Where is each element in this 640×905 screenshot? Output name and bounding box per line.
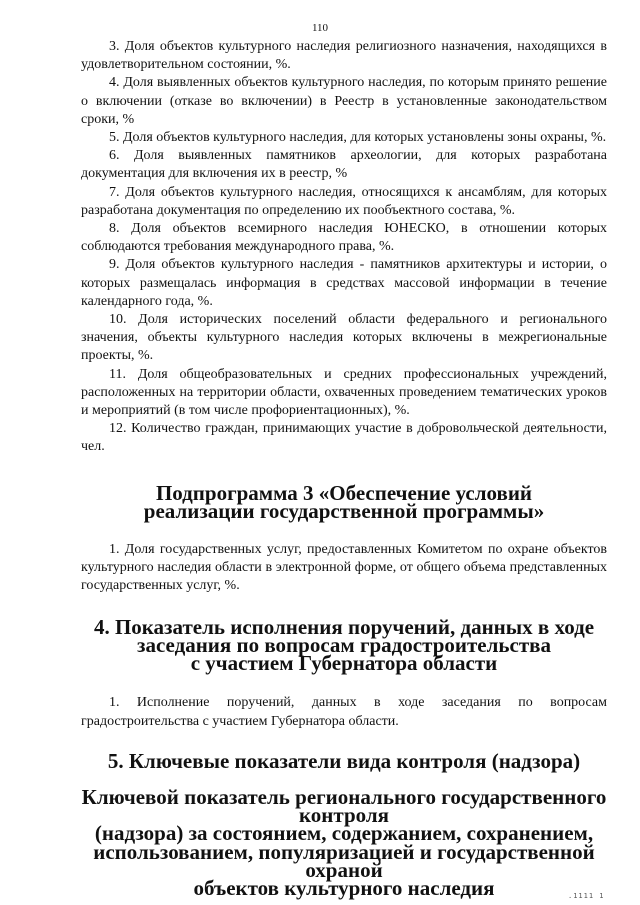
section4-heading [81,614,607,676]
subprogram3-heading-line: Подпрограмма 3 «Обеспечение условий [155,480,533,505]
key-indicator-heading-line: использованием, популяризацией и государственной охраной [93,839,595,882]
list-item: 9. Доля объектов культурного наследия - памятников архитектуры и истории, о которых размещалась информация в средствах массовой информации в течение календарного года, %. [81,257,607,309]
list-item: 6. Доля выявленных памятников археологии, для которых разработана документация для включения их в реестр, % [81,148,607,182]
key-indicator-heading-line: (надзора) за состоянием, содержанием, сохранением, [94,821,594,846]
key-indicator-heading-line: объектов культурного наследия [193,875,495,900]
list-item: 12. Количество граждан, принимающих участие в добровольческой деятельности, чел. [81,421,607,455]
subprogram3-heading-line: реализации государственной программы» [143,498,545,523]
list-item: 11. Доля общеобразовательных и средних профессиональных учреждений, расположенных на территории области, охваченных проведением тематических уроков и мероприятий (в том числе профориентационных), %. [81,366,607,419]
page-number: 110 [311,22,329,34]
subprogram3-heading [81,480,607,523]
section4-heading-line: с участием Губернатора области [190,651,498,676]
list-item: 5. Доля объектов культурного наследия, для которых установлены зоны охраны, %. [109,130,607,146]
key-indicator-heading [81,784,607,900]
list-item: 7. Доля объектов культурного наследия, относящихся к ансамблям, для которых разработана документация по определению их пообъектного состава, %. [81,184,607,218]
section4-paragraph: 1. Исполнение поручений, данных в ходе заседания по вопросам градостроительства с участием Губернатора области. [81,695,607,729]
key-indicator-heading-line: Ключевой показатель регионального государственного контроля [81,784,607,828]
subprogram3-paragraph: 1. Доля государственных услуг, предоставленных Комитетом по охране объектов культурного наследия области в электронной форме, от общего объема представленных государственных услуг, %. [81,542,607,594]
section5-heading: 5. Ключевые показатели вида контроля (надзора) [107,748,581,773]
section4-heading-line: 4. Показатель исполнения поручений, данных в ходе [93,614,595,639]
list-item: 8. Доля объектов всемирного наследия ЮНЕСКО, в отношении которых соблюдаются требования международного права, %. [81,221,607,255]
section4-heading-line: заседания по вопросам градостроительства [137,632,551,657]
document-body [81,38,607,900]
list-item: 4. Доля выявленных объектов культурного наследия, по которым принято решение о включении (отказе во включении) в Реестр в установленные законодательством сроки, % [81,75,607,127]
list-item: 10. Доля исторических поселений области федерального и регионального значения, объекты культурного наследия которых включены в межрегиональные проекты, %. [81,312,607,364]
footer-scan-mark: .1111 1 [568,892,605,900]
list-item: 3. Доля объектов культурного наследия религиозного назначения, находящихся в удовлетворительном состоянии, %. [81,39,607,73]
indicator-list [81,38,607,457]
